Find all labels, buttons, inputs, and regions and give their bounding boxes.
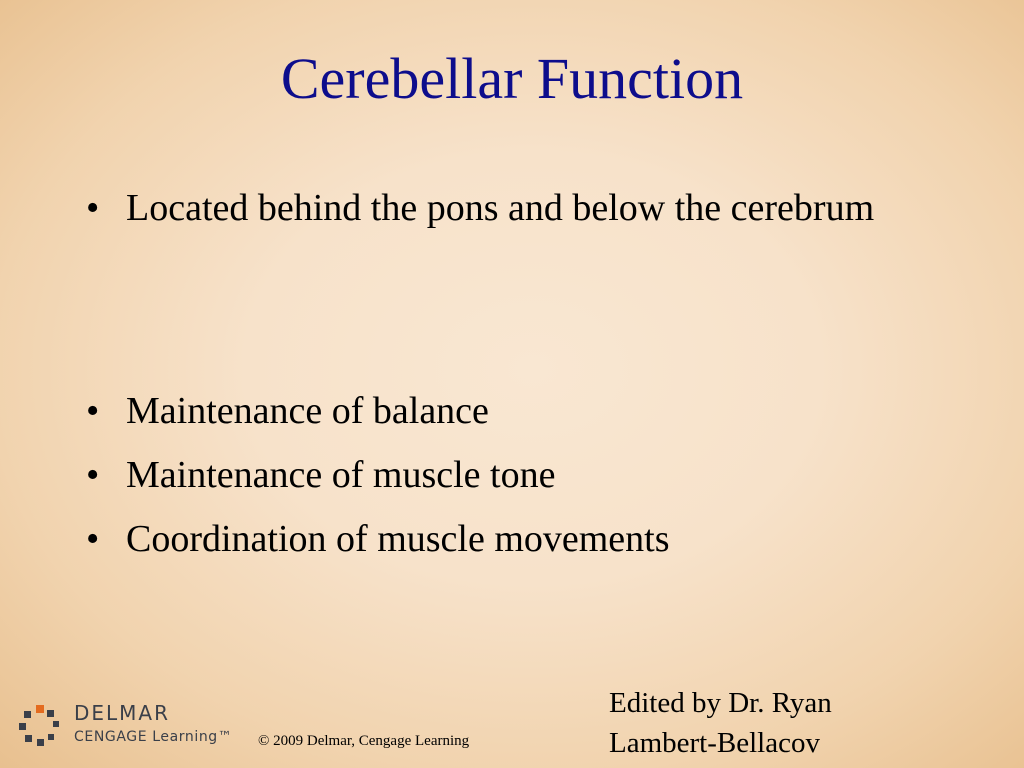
bullet-dot: •: [86, 390, 100, 432]
slide-title: Cerebellar Function: [280, 46, 744, 111]
bullet-dot: •: [86, 187, 100, 229]
bullet-dot: •: [86, 518, 100, 560]
bullet-list: [86, 182, 886, 571]
bullet-text: Maintenance of balance: [126, 390, 489, 432]
bullet-text: Coordination of muscle movements: [126, 518, 670, 560]
editor-credit: [609, 683, 1009, 763]
bullet-text: Located behind the pons and below the cerebrum: [126, 187, 875, 229]
bullet-text: Maintenance of muscle tone: [126, 454, 556, 496]
bullet-item: [86, 182, 886, 235]
delmar-logo-icon: [16, 702, 64, 750]
bullet-dot: •: [86, 454, 100, 496]
editor-line-2: Lambert-Bellacov: [609, 727, 820, 759]
logo-subtitle: CENGAGE Learning™: [74, 729, 233, 745]
delmar-logo: [16, 700, 251, 752]
copyright-notice: © 2009 Delmar, Cengage Learning: [258, 733, 470, 749]
editor-line-1: Edited by Dr. Ryan: [609, 687, 832, 719]
bullet-item: [86, 443, 886, 507]
logo-name: DELMAR: [74, 701, 171, 725]
bullet-item: [86, 379, 886, 443]
bullet-item: [86, 507, 886, 571]
